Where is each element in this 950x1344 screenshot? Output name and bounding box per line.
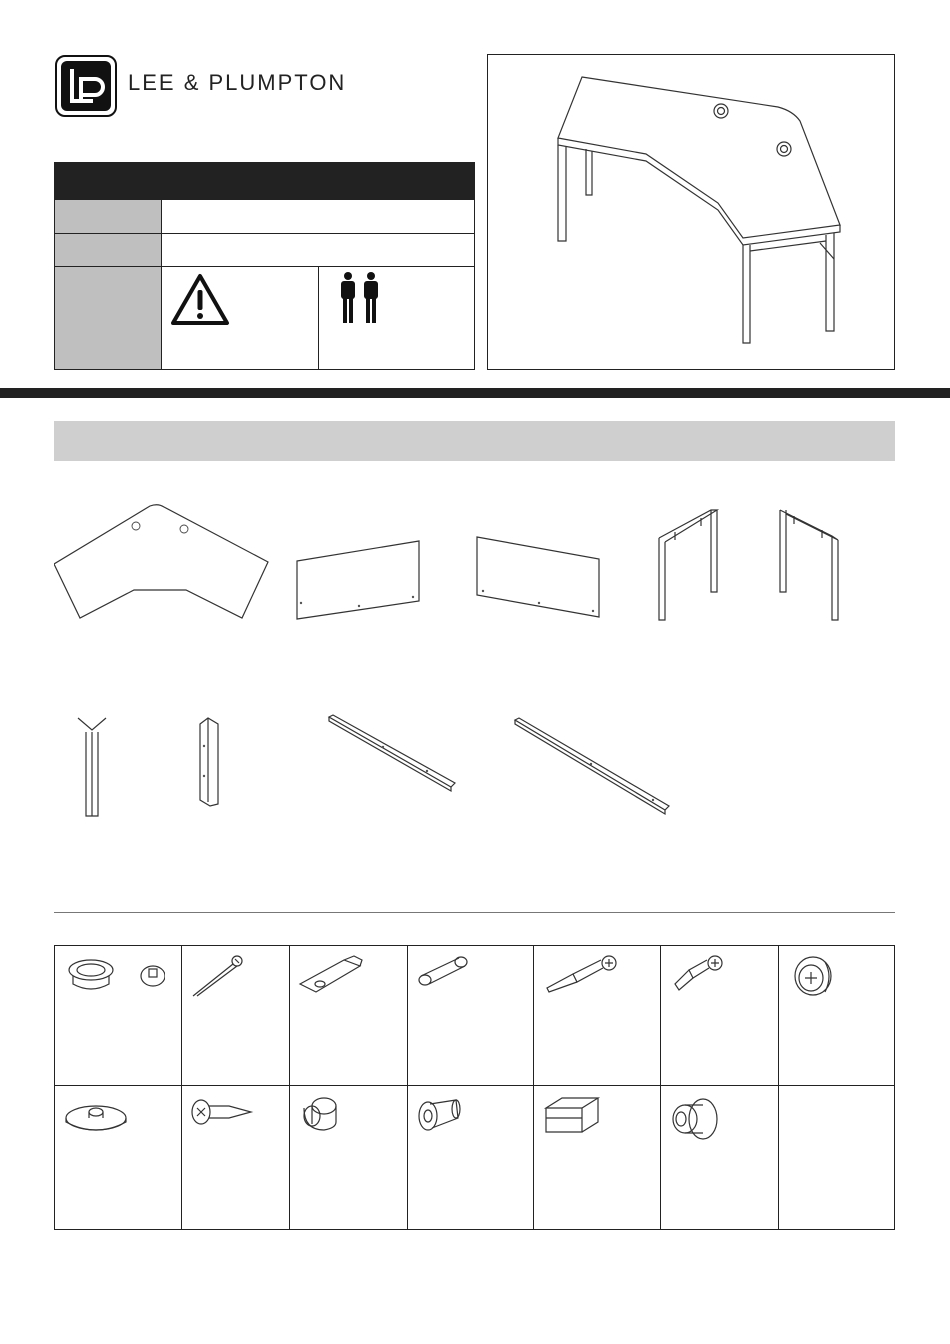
brand-name: LEE & PLUMPTON — [128, 70, 347, 95]
mounting-plate-icon — [298, 954, 364, 994]
two-people-icon — [337, 271, 383, 325]
assembled-desk-illustration — [487, 54, 895, 370]
hex-bolt-icon — [416, 1096, 462, 1134]
info-row-value — [161, 233, 474, 266]
modesty-panel-left — [295, 539, 423, 621]
info-row-label — [55, 199, 161, 233]
leg-frame-b — [776, 508, 844, 622]
info-row-value — [161, 199, 474, 233]
info-divider — [318, 266, 319, 369]
long-screw-icon — [189, 954, 245, 998]
cable-grommet-icon — [65, 956, 165, 992]
cam-bolt-icon — [669, 954, 725, 994]
foot-cap-icon — [542, 1096, 602, 1136]
leveler-icon — [669, 1096, 721, 1142]
lp-monogram-icon — [55, 55, 117, 117]
info-row-label — [55, 266, 161, 369]
short-screw-icon — [189, 1096, 255, 1128]
corner-leg — [76, 716, 108, 818]
corner-bracket — [196, 716, 222, 808]
corner-desktop-panel — [54, 504, 272, 622]
info-table — [54, 162, 475, 370]
section-divider — [0, 388, 950, 398]
leg-frame-a — [655, 508, 723, 622]
spacer-icon — [300, 1096, 340, 1132]
hardware-divider — [54, 912, 895, 913]
long-cam-bolt-icon — [543, 954, 619, 994]
cam-lock-icon — [789, 954, 837, 1000]
long-rail — [513, 716, 673, 816]
wooden-dowel-icon — [417, 954, 471, 988]
warning-triangle-icon — [169, 272, 231, 328]
short-rail — [327, 713, 459, 793]
info-table-header — [55, 163, 474, 199]
modesty-panel-right — [475, 535, 603, 619]
hardware-grid — [54, 945, 895, 1230]
parts-section-header — [54, 421, 895, 461]
info-row-label — [55, 233, 161, 266]
cap-washer-icon — [63, 1096, 129, 1134]
hardware-cell — [779, 1086, 894, 1229]
